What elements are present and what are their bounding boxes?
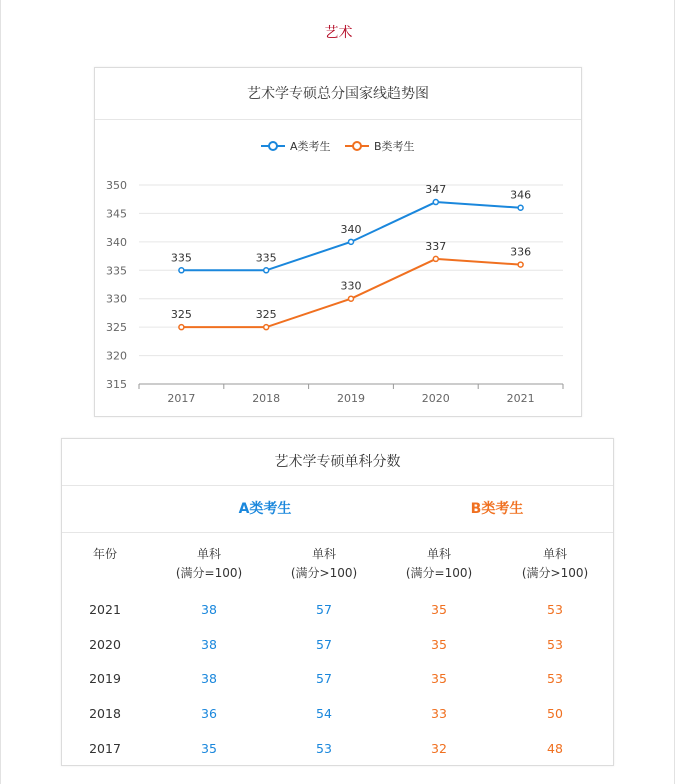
y-tick-label: 345 [106, 207, 127, 221]
x-tick-label: 2017 [167, 392, 196, 405]
series-line [181, 259, 520, 327]
chart-card [94, 67, 582, 417]
table-body [62, 593, 613, 766]
score-cell: 36 [201, 706, 217, 722]
group-b-label: B类考生 [470, 501, 524, 517]
y-tick-label: 350 [106, 179, 127, 192]
data-label: 330 [340, 279, 362, 293]
score-cell: 57 [316, 602, 332, 617]
table-row [62, 593, 613, 628]
legend-marker [353, 142, 361, 150]
data-label: 325 [170, 308, 192, 322]
table-title: 艺术学专硕单科分数 [62, 439, 613, 486]
group-a-label: A类考生 [238, 501, 292, 517]
x-tick-label: 2018 [252, 392, 281, 405]
data-label: 346 [510, 188, 532, 202]
score-cell: 33 [431, 706, 447, 722]
legend-label: B类考生 [374, 140, 415, 153]
score-cell: 38 [201, 636, 217, 652]
data-label: 347 [425, 183, 447, 197]
data-label: 335 [255, 251, 277, 265]
score-cell: 38 [201, 602, 217, 617]
header-b-single-over-100: 单科 (满分>100) [521, 547, 589, 580]
table-row [62, 662, 613, 697]
header-a-single-over-100: 单科 (满分>100) [290, 547, 358, 580]
data-label: 340 [340, 222, 362, 236]
header-a-single-100: 单科 (满分=100) [175, 547, 243, 580]
data-point [264, 325, 269, 330]
x-tick-label: 2019 [337, 392, 365, 405]
x-tick-label: 2021 [506, 392, 535, 405]
score-cell: 35 [431, 602, 447, 617]
score-cell: 53 [316, 740, 332, 756]
y-tick-label: 315 [106, 378, 127, 391]
data-label: 325 [255, 308, 277, 322]
year-cell: 2021 [89, 602, 121, 617]
score-cell: 38 [201, 671, 217, 687]
score-cell: 48 [547, 740, 563, 756]
data-point [433, 200, 438, 205]
data-point [518, 205, 523, 210]
score-cell: 35 [431, 636, 447, 652]
y-tick-label: 335 [106, 264, 127, 278]
x-tick-label: 2020 [421, 392, 450, 405]
data-label: 336 [510, 245, 532, 259]
score-cell: 50 [547, 706, 563, 722]
score-cell: 53 [547, 602, 563, 617]
data-point [518, 262, 523, 267]
column-header-row [62, 533, 613, 593]
chart-title: 艺术学专硕总分国家线趋势图 [95, 68, 581, 120]
legend-marker [269, 142, 277, 150]
header-year: 年份 [92, 547, 117, 561]
header-b-single-100: 单科 (满分=100) [405, 547, 473, 580]
section-title: 艺术 [324, 25, 353, 41]
y-tick-label: 325 [106, 321, 127, 335]
data-point [433, 256, 438, 261]
score-cell: 35 [431, 671, 447, 687]
score-cell: 53 [547, 671, 563, 687]
data-point [179, 325, 184, 330]
data-point [179, 268, 184, 273]
year-cell: 2017 [89, 740, 121, 756]
group-header-row [62, 486, 613, 533]
line-chart [95, 68, 583, 418]
score-cell: 53 [547, 636, 563, 652]
score-cell: 57 [316, 671, 332, 687]
table-row [62, 628, 613, 663]
y-tick-label: 320 [106, 349, 127, 363]
data-point [264, 268, 269, 273]
score-table-card [61, 438, 614, 766]
y-tick-label: 340 [106, 235, 127, 249]
year-cell: 2020 [89, 636, 121, 652]
score-cell: 57 [316, 636, 332, 652]
score-cell: 32 [431, 740, 447, 756]
y-tick-label: 330 [106, 292, 127, 306]
table-row [62, 732, 613, 767]
series-line [181, 202, 520, 270]
table-row [62, 697, 613, 732]
data-point [349, 239, 354, 244]
legend-label: A类考生 [290, 140, 331, 153]
data-label: 337 [425, 239, 447, 253]
score-cell: 35 [201, 740, 217, 756]
data-point [349, 296, 354, 301]
score-cell: 54 [316, 706, 332, 722]
year-cell: 2018 [89, 706, 121, 722]
year-cell: 2019 [89, 671, 121, 687]
data-label: 335 [170, 251, 192, 265]
